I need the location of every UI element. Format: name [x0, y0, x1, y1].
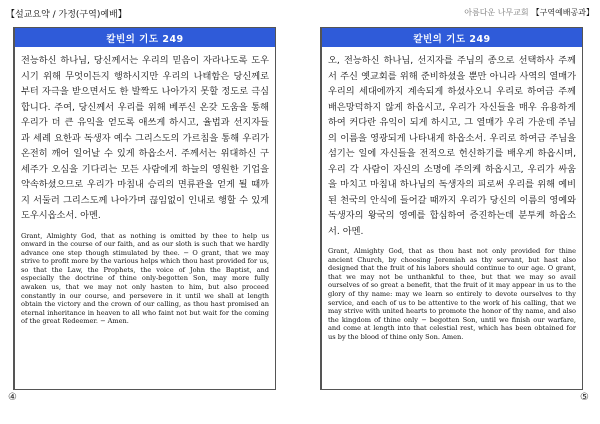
prayer-title: 칼빈의 기도 249 [106, 33, 184, 45]
korean-prayer-text: 오, 전능하신 하나님, 선지자를 주님의 종으로 선택하사 주께서 주신 옛교회를 위해 준비하셨을 뿐만 아니라 사역의 열매가 우리의 세대에까지 계속되게 하셨사오니 우리로 하여금 주께 배은망덕하지 않게 하옵시고, 우리가 자신들을 매우 유용하게 하여 커다란 유익이 되게 하시고, 그 열매가 우리 가운데 주님의 이름을 영광되게 나타내게 하옵소서. 우리로 하여금 주님을 섬기는 일에 자신들을 전적으로 헌신하기를 배우게 하옵시며, 우리 각 사람이 자신의 소명에 주의케 하옵시고, 우리가 싸움을 마치고 마침내 하나님의 독생자의 피로써 우리를 위해 예비된 천국의 안식에 들어갈 때까지 우리가 당신의 이름의 영예와 독생자의 왕국의 영예를 합심하여 증진하는데 분투케 하옵소서. 아멘. [328, 55, 576, 237]
church-name: 아름다운 나무교회 [464, 8, 529, 17]
header-right-title: 【구역예배공과】 [531, 8, 594, 17]
prayer-title-bar [15, 28, 275, 47]
header-left-title: 【설교요약 / 가정(구역)예배】 [6, 10, 127, 20]
english-prayer-text: Grant, Almighty God, that as thou hast not only provided for thine ancient Church, by choosing Jeremiah as thy servant, but hast also designed that the fruit of his labors should continue to our age. O grant, that we may not be unthankful to thee, but that we may so avail ourselves of so great a benefit, that the fruit of it may appear in us to the glory of thy name: may we learn so entirely to devote ourselves to thy service, and each of us to be attentive to the work of his calling, that we may strive with united hearts to promote the honor of thy name, and also the kingdom of thine only − begotten Son, until we finish our warfare, and come at length into that celestial rest, which has been obtained for us by the blood of thine only Son. Amen. [328, 247, 576, 341]
english-prayer-text: Grant, Almighty God, that as nothing is omitted by thee to help us onward in the course of our faith, and as our sloth is such that we hardly advance one step though stimulated by thee. − O grant, that we may strive to profit more by the various helps which thou hast provided for us, so that the Law, the Prophets, the voice of John the Baptist, and especially the doctrine of thine only-begotten Son, may more fully awaken us, that we may not only hasten to him, but also proceed constantly in our course, and persevere in it until we shall at length obtain the victory and the crown of our calling, as thou hast promised an eternal inheritance in heaven to all who faint not but wait for the coming of the great Redeemer. − Amen. [21, 231, 269, 326]
header-right [464, 7, 594, 18]
prayer-title: 칼빈의 기도 249 [413, 33, 491, 45]
page-number-right: ⑤ [580, 392, 589, 403]
prayer-title-bar [322, 28, 582, 47]
korean-prayer-text: 전능하신 하나님, 당신께서는 우리의 믿음이 자라나도록 도우시기 위해 무엇이든지 행하시지만 우리의 나태함은 당신께로부터 자극을 받으면서도 한 발짝도 나아가지 못할 정도로 극심합니다. 주여, 당신께서 우리를 위해 베푸신 온갖 도움을 통해 우리가 더 큰 유익을 얻도록 애쓰게 하시고, 율법과 선지자들과 세례 요한과 독생자 예수 그리스도의 가르침을 통해 우리가 온전히 깨어 일어날 수 있게 하옵소서. 주께서는 위대하신 구세주가 오심을 기다리는 모든 사람에게 하늘의 영원한 기업을 약속하셨으므로 우리가 마침내 승리의 면류관을 얻게 될 때까지 서둘러 그리스도께 나아가며 끊임없이 인내로 행할 수 있게 도우시옵소서. 아멘. [21, 55, 269, 221]
page-right [320, 27, 583, 390]
page-left [13, 27, 276, 390]
page-number-left: ④ [8, 392, 17, 403]
